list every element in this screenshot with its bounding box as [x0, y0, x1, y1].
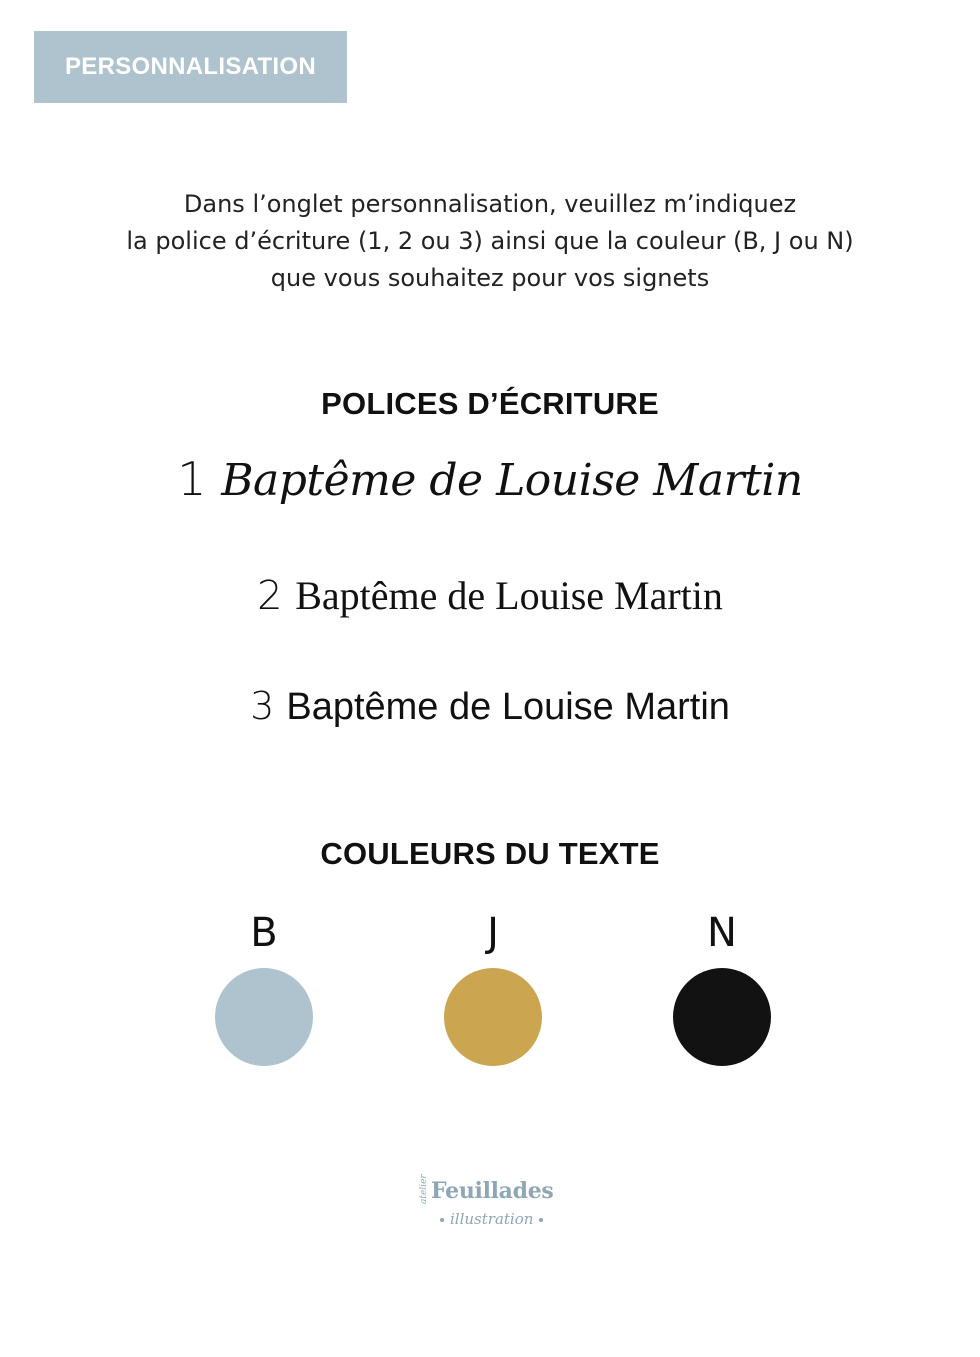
dot-icon — [539, 1218, 543, 1222]
color-swatch — [673, 968, 771, 1066]
color-option-j — [443, 905, 543, 1066]
color-option-n — [672, 905, 772, 1066]
color-swatch — [215, 968, 313, 1066]
color-swatch — [444, 968, 542, 1066]
color-option-b — [214, 905, 314, 1066]
font-sample-number: 2 — [257, 573, 283, 619]
fonts-heading: POLICES D’ÉCRITURE — [321, 386, 659, 421]
atelier-feuillades-logo — [412, 1170, 572, 1240]
logo-name: Feuillades — [431, 1178, 554, 1204]
font-sample-text: Baptême de Louise Martin — [221, 455, 803, 506]
font-sample-2 — [0, 572, 980, 619]
intro-line: la police d’écriture (1, 2 ou 3) ainsi que la couleur (B, J ou N) — [126, 227, 854, 255]
intro-line: Dans l’onglet personnalisation, veuillez m’indiquez — [183, 190, 797, 218]
dot-icon — [440, 1218, 444, 1222]
font-sample-number: 3 — [250, 684, 275, 728]
intro-line: que vous souhaitez pour vos signets — [270, 264, 710, 292]
logo-subtitle-row — [434, 1210, 549, 1228]
logo-subtitle: illustration — [450, 1210, 534, 1228]
font-sample-text: Baptême de Louise Martin — [295, 573, 723, 618]
color-letter: J — [487, 910, 499, 956]
font-sample-text: Baptême de Louise Martin — [286, 686, 730, 728]
intro-text — [0, 186, 980, 297]
personnalisation-tag — [34, 31, 347, 103]
font-sample-1 — [0, 452, 980, 506]
colors-heading: COULEURS DU TEXTE — [320, 836, 660, 871]
font-sample-3 — [0, 684, 980, 729]
tag-label: PERSONNALISATION — [64, 53, 317, 80]
color-letter: B — [250, 910, 278, 956]
logo-small-word: atelier — [419, 1174, 429, 1204]
color-letter: N — [707, 910, 737, 956]
font-sample-number: 1 — [177, 452, 207, 506]
